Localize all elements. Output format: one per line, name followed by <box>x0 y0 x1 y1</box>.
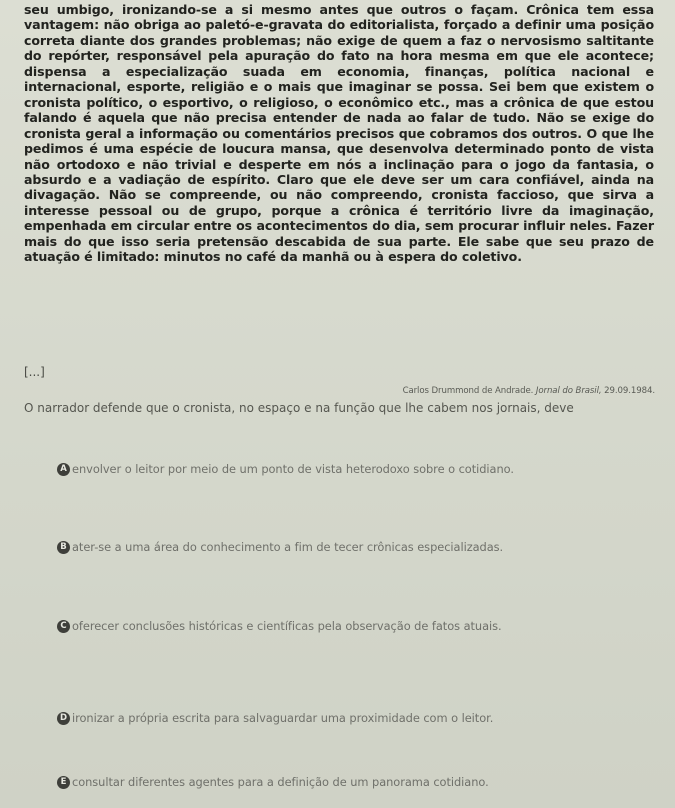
option-d-badge: D <box>57 712 70 725</box>
option-b-badge: B <box>57 541 70 554</box>
chronicle-passage <box>24 2 654 265</box>
ellipsis-mark: [...] <box>24 365 45 379</box>
option-c-text: oferecer conclusões históricas e científicas pela observação de fatos atuais. <box>72 619 502 633</box>
option-b-text: ater-se a uma área do conhecimento a fim de tecer crônicas especializadas. <box>72 540 504 554</box>
option-a-badge: A <box>57 463 70 476</box>
option-a-text: envolver o leitor por meio de um ponto de vista heterodoxo sobre o cotidiano. <box>72 462 514 476</box>
option-e-badge: E <box>57 776 70 789</box>
source-citation <box>403 386 655 396</box>
source-publication: Jornal do Brasil, <box>535 386 602 396</box>
option-d[interactable] <box>57 711 654 727</box>
source-date: 29.09.1984. <box>604 386 655 396</box>
source-author: Carlos Drummond de Andrade. <box>402 386 534 396</box>
option-b[interactable] <box>57 540 654 556</box>
passage-text: seu umbigo, ironizando-se a si mesmo antes que outros o façam. Crônica tem essa vantagem: não obriga ao paletó-e-gravata do editorialista, forçado a definir uma posição correta diante dos grandes problemas; não exige de quem a faz o nervosismo saltitante do repórter, responsável pela apuração do fato na hora mesma em que ele acontece; dispensa a especialização suada em economia, finanças, política nacional e internacional, esporte, religião e o mais que imaginar se possa. Sei bem que existem o cronista político, o esportivo, o religioso, o econômico etc., mas a crônica de que estou falando é aquela que não precisa entender de nada ao falar de tudo. Não se exige do cronista geral a informação ou comentários precisos que cobramos dos outros. O que lhe pedimos é uma espécie de loucura mansa, que desenvolva determinado ponto de vista não ortodoxo e não trivial e desperte em nós a inclinação para o jogo da fantasia, o absurdo e a vadiação de espírito. Claro que ele deve ser um cara confiável, ainda na divagação. Não se compreende, ou não compreendo, cronista faccioso, que sirva a interesse pessoal ou de grupo, porque a crônica é território livre da imaginação, empenhada em circular entre os acontecimentos do dia, sem procurar influir neles. Fazer mais do que isso seria pretensão descabida de sua parte. Ele sabe que seu prazo de atuação é limitado: minutos no café da manhã ou à espera do coletivo. <box>24 2 654 265</box>
option-a[interactable] <box>57 462 654 478</box>
option-c-badge: C <box>57 620 70 633</box>
option-c[interactable] <box>57 619 654 635</box>
option-e-text: consultar diferentes agentes para a definição de um panorama cotidiano. <box>72 775 489 789</box>
option-e[interactable] <box>57 775 654 791</box>
option-d-text: ironizar a própria escrita para salvaguardar uma proximidade com o leitor. <box>72 711 494 725</box>
question-stem: O narrador defende que o cronista, no espaço e na função que lhe cabem nos jornais, deve <box>24 401 574 415</box>
